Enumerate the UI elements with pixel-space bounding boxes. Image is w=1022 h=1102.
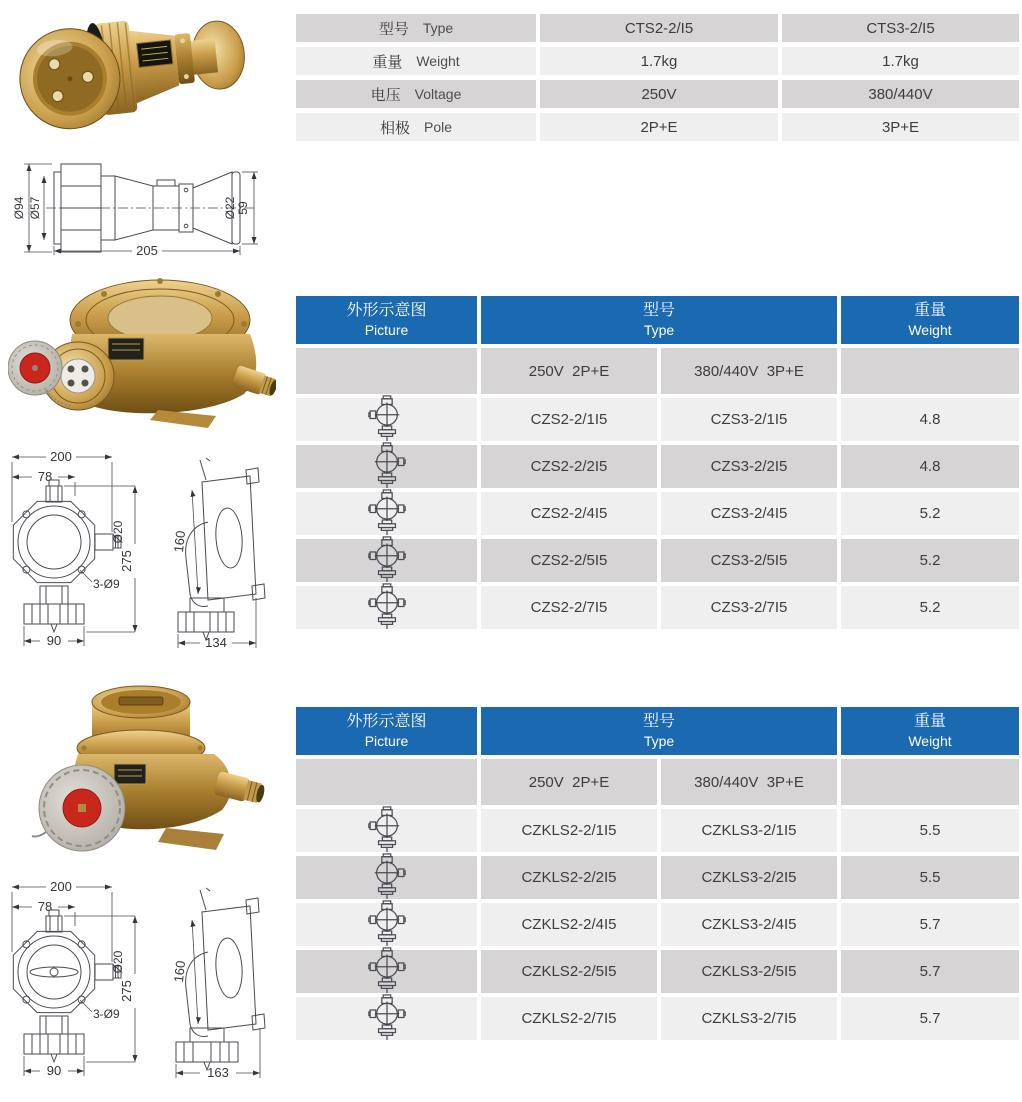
dim-label: 78 [37,469,53,484]
col-header-picture: 外形示意图 Picture [296,296,477,344]
weight-cell: 5.2 [841,586,1019,629]
type-cell: CZS2-2/7I5 [481,586,657,629]
type-cell: CZS3-2/1I5 [661,398,837,441]
czs-table [296,296,1019,629]
dim-label: Ø20 [111,520,125,544]
type-cell: CZKLS2-2/2I5 [481,856,657,899]
dim-label: 205 [136,243,158,258]
type-cell: CZS3-2/4I5 [661,492,837,535]
type-cell: CZS3-2/7I5 [661,586,837,629]
spec-value: CTS3-2/I5 [782,14,1019,42]
spec-label: 相极 Pole [296,113,536,141]
socket-outline-icon [368,994,406,1041]
picture-cell [296,950,477,993]
subheader-empty [296,759,477,805]
dimension-drawing-switch-side [166,876,268,1082]
picture-cell [296,856,477,899]
dim-label: 90 [46,633,62,648]
dim-label: 275 [119,980,134,1002]
dim-label: 3-Ø9 [93,577,120,591]
spec-label: 电压 Voltage [296,80,536,108]
col-header-type: 型号 Type [481,707,837,755]
weight-cell: 5.5 [841,809,1019,852]
socket-outline-icon [368,536,406,583]
col-header-type: 型号 Type [481,296,837,344]
weight-cell: 4.8 [841,445,1019,488]
dim-label: 78 [37,899,53,914]
type-cell: CZS2-2/1I5 [481,398,657,441]
dimension-drawing-socket-side [166,446,268,652]
dimension-drawing-switch-front [10,876,160,1082]
dim-label: 59 [236,201,250,215]
picture-cell [296,398,477,441]
product-photo-socket [8,268,276,432]
type-cell: CZKLS2-2/5I5 [481,950,657,993]
socket-outline-icon [368,442,406,489]
type-cell: CZKLS3-2/5I5 [661,950,837,993]
type-cell: CZS3-2/5I5 [661,539,837,582]
weight-cell: 5.7 [841,950,1019,993]
type-cell: CZKLS3-2/2I5 [661,856,837,899]
col-header-picture: 外形示意图 Picture [296,707,477,755]
dimension-drawing-plug [8,150,260,262]
type-cell: CZS2-2/4I5 [481,492,657,535]
type-cell: CZS2-2/2I5 [481,445,657,488]
dim-label: 160 [170,529,189,554]
socket-outline-icon [368,395,406,442]
dimension-drawing-socket-front [10,446,160,652]
plug-spec-table [296,14,1019,141]
subheader-empty [841,759,1019,805]
subheader-empty [296,348,477,394]
picture-cell [296,539,477,582]
dim-label: 134 [205,635,227,650]
socket-outline-icon [368,489,406,536]
picture-cell [296,492,477,535]
socket-outline-icon [368,900,406,947]
weight-cell: 4.8 [841,398,1019,441]
dim-label: Ø94 [12,196,26,220]
dim-label: Ø20 [111,950,125,974]
picture-cell [296,809,477,852]
picture-cell [296,997,477,1040]
subheader-voltage-1: 250V 2P+E [481,348,657,394]
weight-cell: 5.7 [841,903,1019,946]
dim-label: Ø22 [223,196,237,220]
picture-cell [296,586,477,629]
socket-outline-icon [368,853,406,900]
dim-label: 90 [46,1063,62,1078]
weight-cell: 5.5 [841,856,1019,899]
spec-label: 型号 Type [296,14,536,42]
weight-cell: 5.7 [841,997,1019,1040]
type-cell: CZS2-2/5I5 [481,539,657,582]
type-cell: CZKLS3-2/4I5 [661,903,837,946]
spec-label: 重量 Weight [296,47,536,75]
subheader-voltage-2: 380/440V 3P+E [661,759,837,805]
type-cell: CZKLS2-2/7I5 [481,997,657,1040]
socket-outline-icon [368,947,406,994]
socket-outline-icon [368,583,406,630]
spec-value: 2P+E [540,113,778,141]
product-photo-plug [14,6,254,148]
spec-value: 1.7kg [782,47,1019,75]
czkls-table [296,707,1019,1040]
type-cell: CZKLS3-2/7I5 [661,997,837,1040]
type-cell: CZKLS2-2/4I5 [481,903,657,946]
col-header-weight: 重量 Weight [841,296,1019,344]
dim-label: 200 [50,449,72,464]
picture-cell [296,903,477,946]
product-photo-switch-socket [18,676,266,864]
type-cell: CZKLS2-2/1I5 [481,809,657,852]
weight-cell: 5.2 [841,539,1019,582]
spec-value: 380/440V [782,80,1019,108]
subheader-voltage-1: 250V 2P+E [481,759,657,805]
dim-label: 275 [119,550,134,572]
dim-label: 163 [207,1065,229,1080]
weight-cell: 5.2 [841,492,1019,535]
socket-outline-icon [368,806,406,853]
dim-label: 3-Ø9 [93,1007,120,1021]
type-cell: CZS3-2/2I5 [661,445,837,488]
spec-value: 3P+E [782,113,1019,141]
spec-value: 250V [540,80,778,108]
subheader-voltage-2: 380/440V 3P+E [661,348,837,394]
dim-label: 200 [50,879,72,894]
spec-value: 1.7kg [540,47,778,75]
subheader-empty [841,348,1019,394]
dim-label: Ø57 [28,196,42,220]
col-header-weight: 重量 Weight [841,707,1019,755]
spec-value: CTS2-2/I5 [540,14,778,42]
picture-cell [296,445,477,488]
dim-label: 160 [170,959,189,984]
type-cell: CZKLS3-2/1I5 [661,809,837,852]
